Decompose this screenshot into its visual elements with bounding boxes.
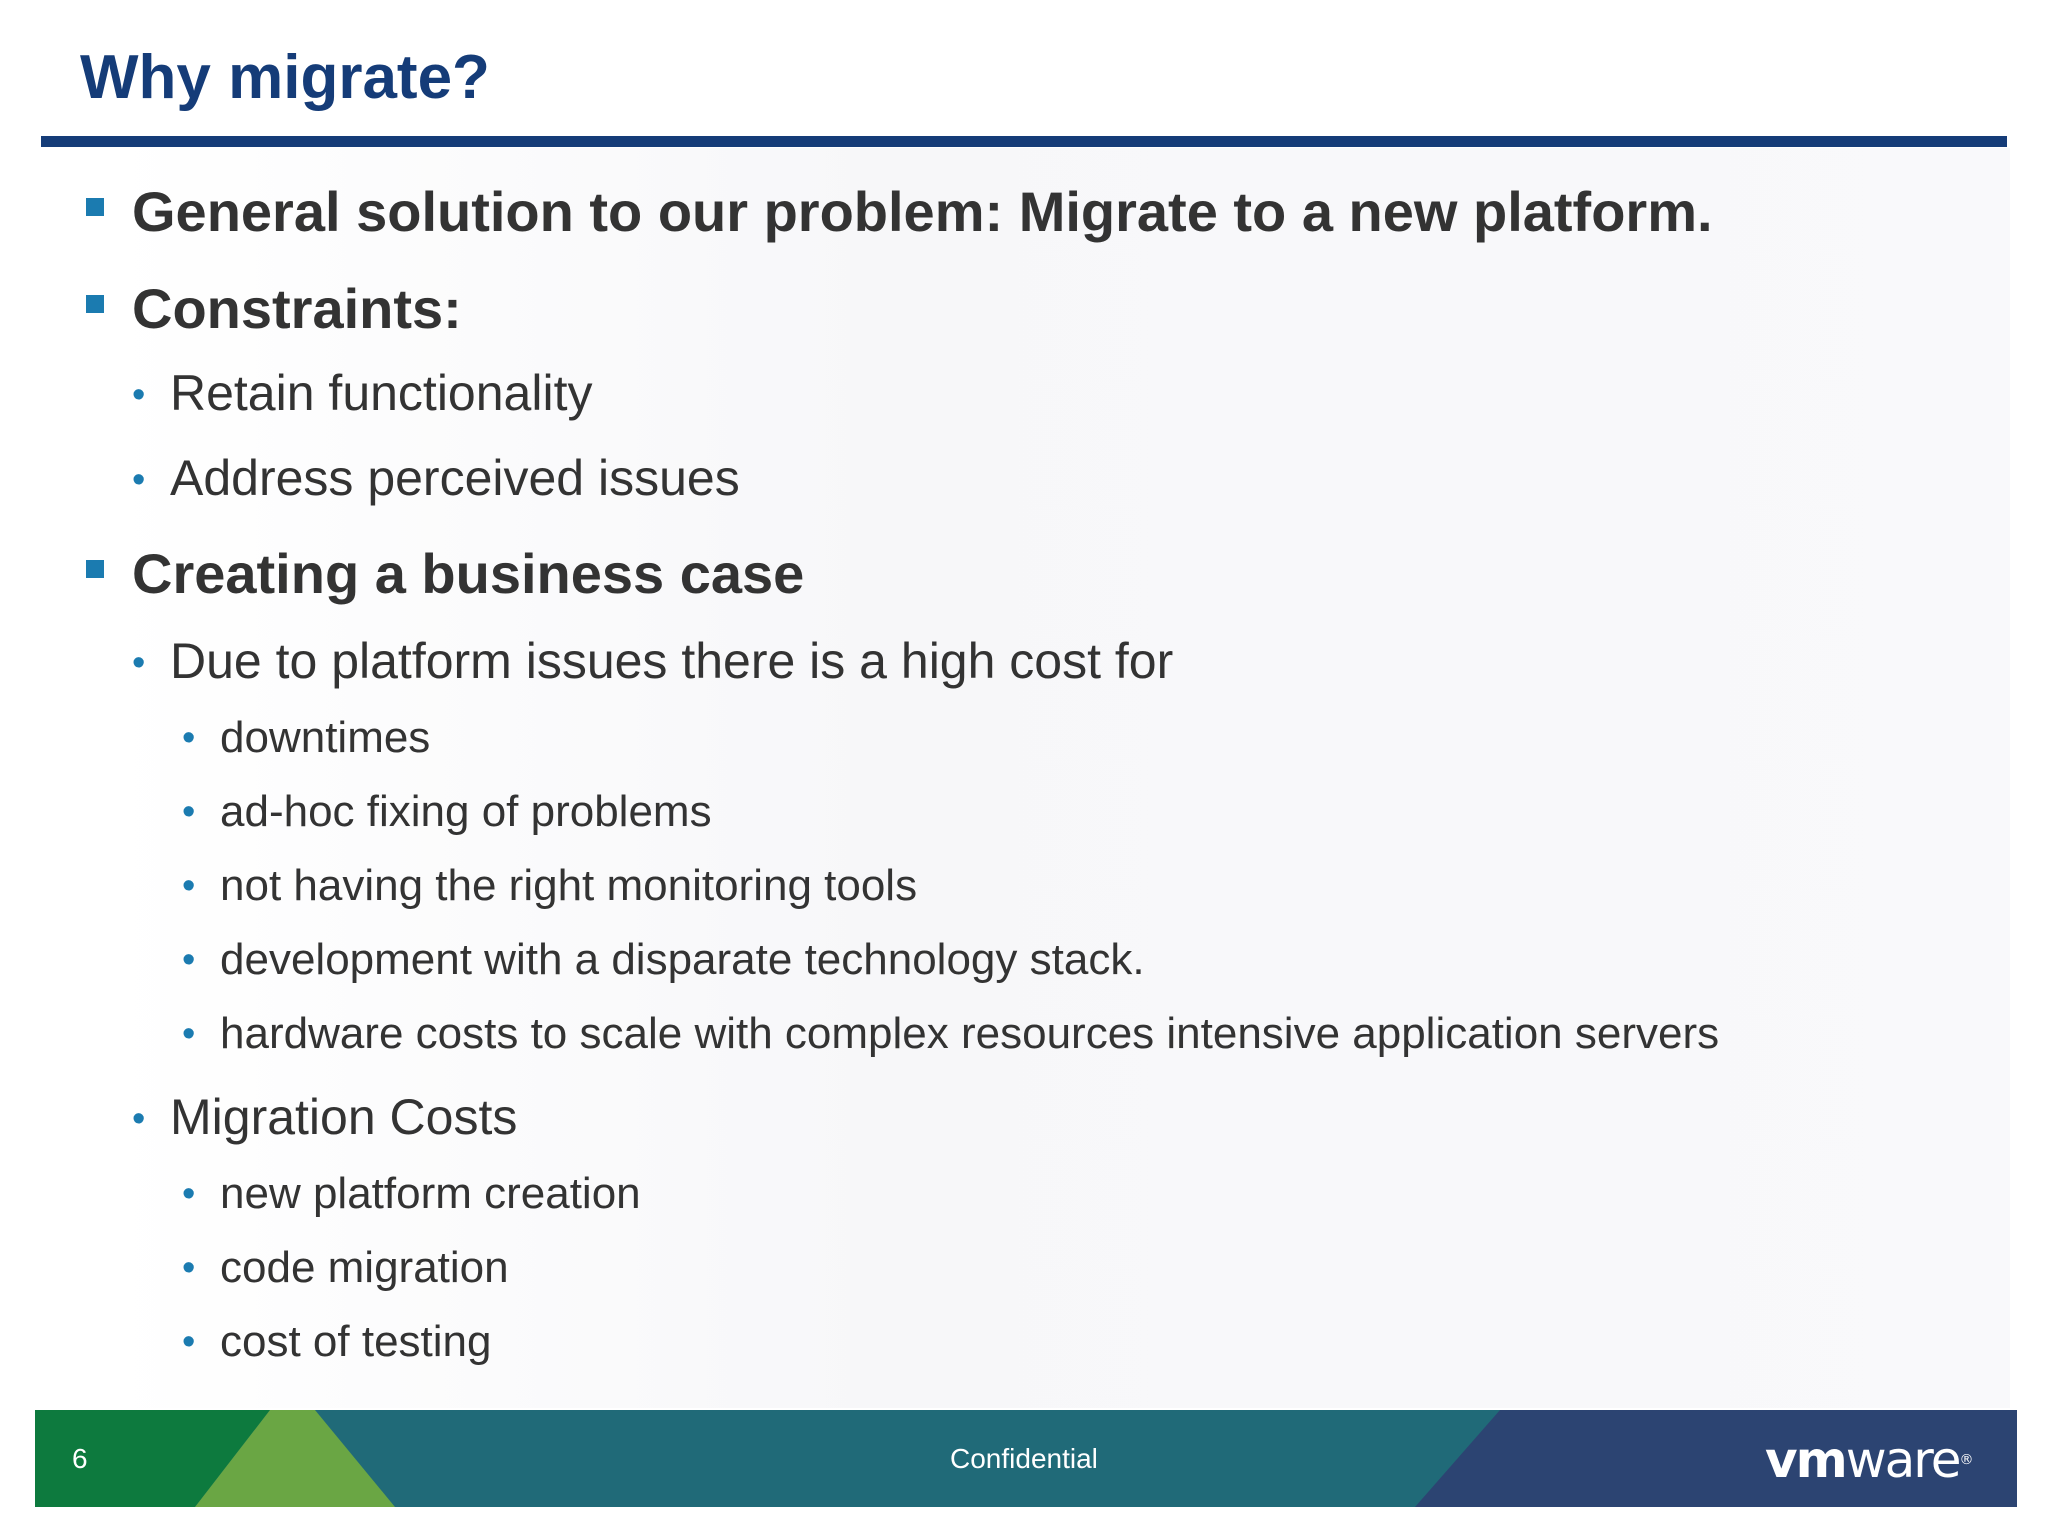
- dot-bullet-icon: •: [182, 717, 196, 759]
- page-number: 6: [72, 1443, 88, 1474]
- registered-mark-icon: ®: [1959, 1452, 1974, 1468]
- logo-vm: vm: [1765, 1431, 1846, 1489]
- bullet-downtimes: downtimes: [220, 713, 431, 762]
- logo-ware: ware: [1845, 1431, 1960, 1489]
- bullet-development-stack: development with a disparate technology stack.: [220, 935, 1145, 984]
- square-bullet-icon: [86, 198, 104, 216]
- dot-bullet-icon: •: [182, 1247, 196, 1289]
- dot-bullet-icon: •: [132, 1098, 146, 1140]
- dot-bullet-icon: •: [182, 865, 196, 907]
- footer-band: [35, 1410, 2017, 1507]
- dot-bullet-icon: •: [182, 1321, 196, 1363]
- bullet-hardware-costs: hardware costs to scale with complex resources intensive application servers: [220, 1009, 1720, 1058]
- bullet-address-issues: Address perceived issues: [170, 450, 740, 506]
- title-underline: [41, 136, 2007, 147]
- bullet-migration-costs: Migration Costs: [170, 1089, 518, 1145]
- square-bullet-icon: [86, 560, 104, 578]
- bullet-constraints: Constraints:: [132, 277, 462, 340]
- dot-bullet-icon: •: [182, 791, 196, 833]
- dot-bullet-icon: •: [182, 1173, 196, 1215]
- dot-bullet-icon: •: [182, 939, 196, 981]
- dot-bullet-icon: •: [182, 1013, 196, 1055]
- bullet-monitoring-tools: not having the right monitoring tools: [220, 861, 918, 910]
- dot-bullet-icon: •: [132, 374, 146, 416]
- bullet-adhoc-fixing: ad-hoc fixing of problems: [220, 787, 712, 836]
- slide-title: Why migrate?: [80, 43, 490, 112]
- square-bullet-icon: [86, 295, 104, 313]
- bullet-business-case: Creating a business case: [132, 542, 805, 605]
- vmware-logo: [1765, 1432, 1973, 1488]
- dot-bullet-icon: •: [132, 459, 146, 501]
- bullet-new-platform: new platform creation: [220, 1169, 641, 1218]
- dot-bullet-icon: •: [132, 642, 146, 684]
- bullet-retain-functionality: Retain functionality: [170, 365, 593, 421]
- bullet-due-to-platform: Due to platform issues there is a high cost for: [170, 633, 1174, 689]
- bullet-cost-testing: cost of testing: [220, 1317, 492, 1366]
- confidential-label: Confidential: [950, 1443, 1098, 1474]
- bullet-general-solution: General solution to our problem: Migrate to a new platform.: [132, 180, 1713, 243]
- bullet-code-migration: code migration: [220, 1243, 509, 1292]
